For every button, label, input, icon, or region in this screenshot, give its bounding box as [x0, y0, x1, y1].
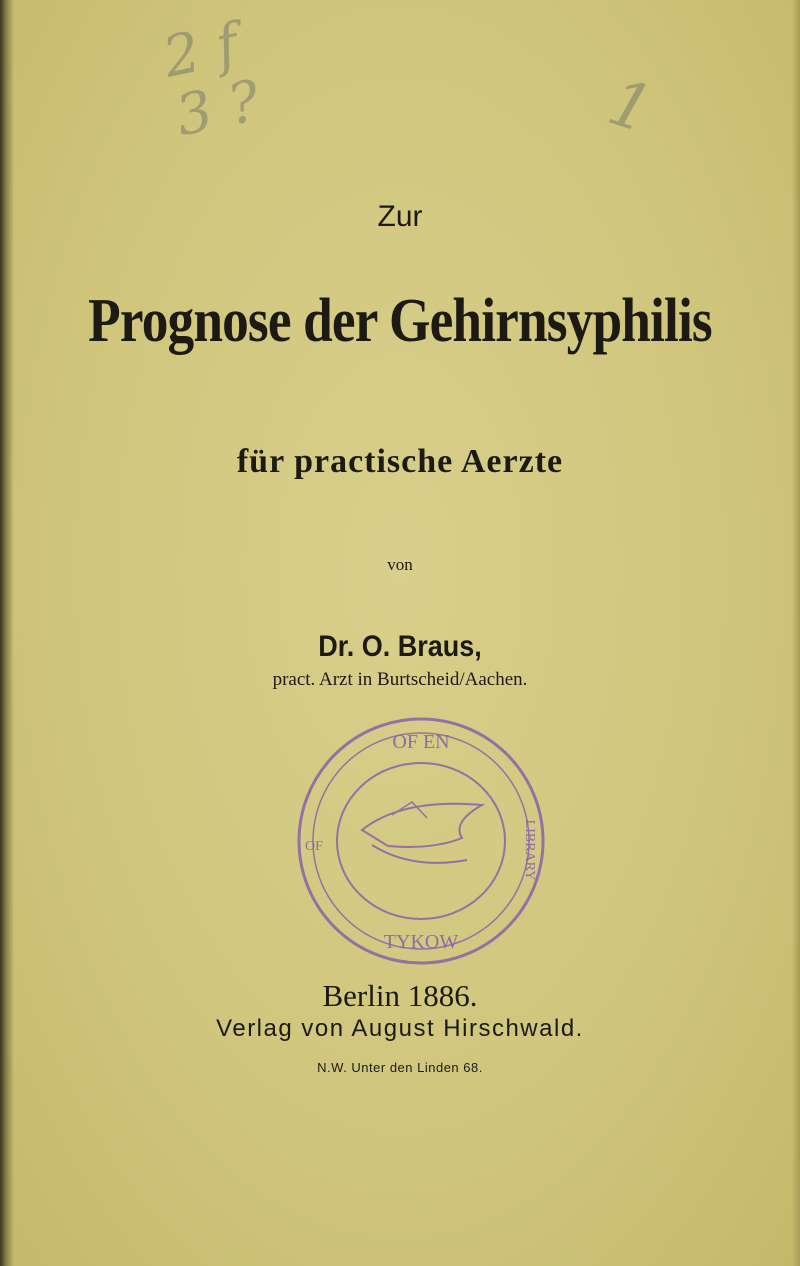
book-subtitle: für practische Aerzte	[236, 443, 564, 480]
pencil-mark-top-left: 2 f 3 ?	[157, 11, 266, 150]
stamp-text-right: LIBRARY	[522, 819, 537, 881]
stamp-outer-ring	[299, 719, 543, 963]
author-name: Dr. O. Braus,	[318, 630, 482, 663]
by-word: von	[387, 555, 413, 574]
stamp-text-bottom: TYKOW	[383, 931, 459, 953]
publisher: Verlag von August Hirschwald.	[216, 1015, 584, 1042]
binding-shadow	[0, 0, 14, 1266]
page-edge	[792, 0, 800, 1266]
stamp-text-top: OF EN	[392, 731, 450, 753]
author-affiliation: pract. Arzt in Burtscheid/Aachen.	[272, 669, 528, 690]
stamp-text-left: OF	[305, 839, 323, 854]
stamp-inner-ring	[337, 763, 505, 919]
title-preamble: Zur	[377, 200, 423, 233]
imprint-city-year: Berlin 1886.	[322, 978, 478, 1013]
stamp-emblem	[362, 804, 482, 847]
library-stamp	[292, 710, 550, 972]
pencil-mark-top-right: 1	[599, 65, 662, 149]
book-title: Prognose der Gehirnsyphilis	[88, 287, 712, 355]
publisher-address: N.W. Unter den Linden 68.	[317, 1060, 483, 1075]
